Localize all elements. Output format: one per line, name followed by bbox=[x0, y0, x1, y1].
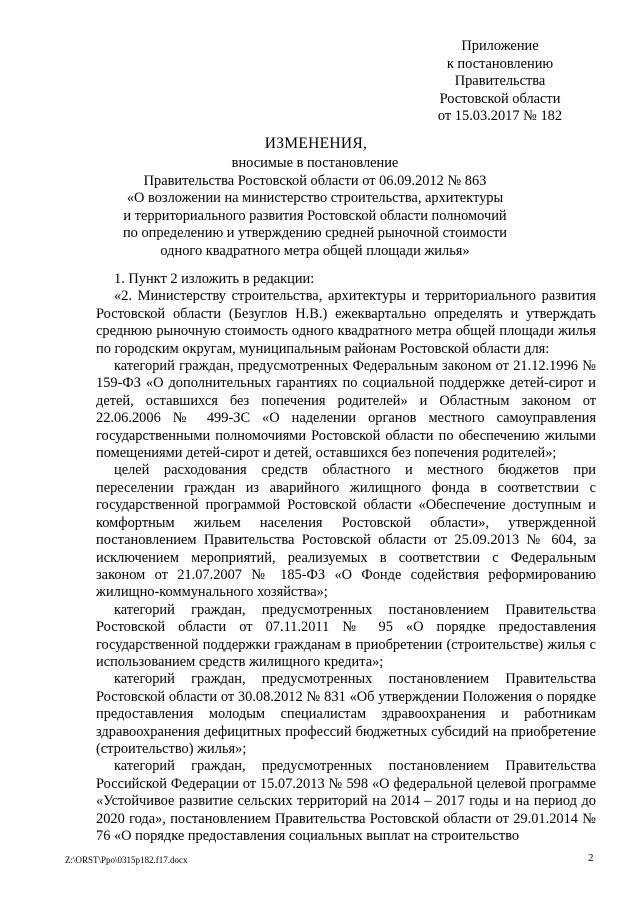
body-paragraph: «2. Министерству строительства, архитектуры и территориального развития Ростовской области (Безуглов Н.В.) ежеквартально определять и утверждать среднюю рыночную стоимость одного квадратного метра общей площади жилья по городским округам, муниципальным районам Ростовской области для: bbox=[96, 288, 596, 357]
document-body bbox=[96, 271, 596, 845]
appendix-line: к постановлению bbox=[446, 55, 554, 72]
footer-file-path: Z:\ORST\Ppo\0315p182.f17.docx bbox=[65, 855, 188, 865]
body-paragraph: категорий граждан, предусмотренных Федеральным законом от 21.12.1996 № 159-ФЗ «О дополнительных гарантиях по социальной поддержке детей-сирот и детей, оставшихся без попечения родителей» и Областным законом от 22.06.2006 № 499-ЗС «О наделении органов местного самоуправления государственными полномочиями Ростовской области по обеспечению жилыми помещениями детей-сирот и детей, оставшихся без попечения родителей»; bbox=[96, 358, 596, 462]
footer-page-number: 2 bbox=[588, 852, 594, 864]
body-paragraph: целей расходования средств областного и местного бюджетов при переселении граждан из аварийного жилищного фонда в соответствии с государственной программой Ростовской области «Обеспечение доступным и комфортным жильем населения Ростовской области», утвержденной постановлением Правительства Ростовской области от 25.09.2013 № 604, за исключением мероприятий, реализуемых в соответствии с Федеральным законом от 21.07.2007 № 185-ФЗ «О Фонде содействия реформированию жилищно-коммунального хозяйства»; bbox=[96, 462, 596, 601]
body-paragraph: категорий граждан, предусмотренных постановлением Правительства Ростовской области от 07.11.2011 № 95 «О порядке предоставления государственной поддержки гражданам в приобретении (строительстве) жилья с использованием средств жилищного кредита»; bbox=[96, 601, 596, 670]
subtitle-line: вносимые в постановление bbox=[231, 155, 399, 171]
body-paragraph: категорий граждан, предусмотренных постановлением Правительства Российской Федерации от 15.07.2013 № 598 «О федеральной целевой программе «Устойчивое развитие сельских территорий на 2014 – 2017 годы и на период до 2020 года», постановлением Правительства Ростовской области от 29.01.2014 № 76 «О порядке предоставления социальных выплат на строительство bbox=[96, 758, 596, 844]
appendix-block bbox=[400, 38, 600, 126]
appendix-line: Правительства bbox=[454, 73, 546, 90]
subtitle-line: Правительства Ростовской области от 06.09.2012 № 863 bbox=[143, 172, 487, 189]
body-paragraph: категорий граждан, предусмотренных постановлением Правительства Ростовской области от 30.08.2012 № 831 «Об утверждении Положения о порядке предоставления молодым специалистам здравоохранения и работникам здравоохранения дефицитных профессий бюджетных субсидий на приобретение (строительство) жилья»; bbox=[96, 671, 596, 757]
appendix-line: Приложение bbox=[461, 38, 539, 54]
subtitle-line: по определению и утверждению средней рыночной стоимости bbox=[122, 225, 508, 241]
appendix-line: Ростовской области bbox=[439, 90, 561, 107]
point-heading: 1. Пункт 2 изложить в редакции: bbox=[114, 271, 315, 287]
document-title: ИЗМЕНЕНИЯ, bbox=[264, 135, 368, 152]
subtitle-line: и территориального развития Ростовской области полномочий bbox=[123, 207, 507, 224]
document-subtitle bbox=[70, 155, 560, 260]
appendix-line: от 15.03.2017 № 182 bbox=[437, 108, 563, 125]
subtitle-line: «О возложении на министерство строительства, архитектуры bbox=[126, 190, 504, 206]
subtitle-line: одного квадратного метра общей площади жилья» bbox=[160, 242, 470, 259]
